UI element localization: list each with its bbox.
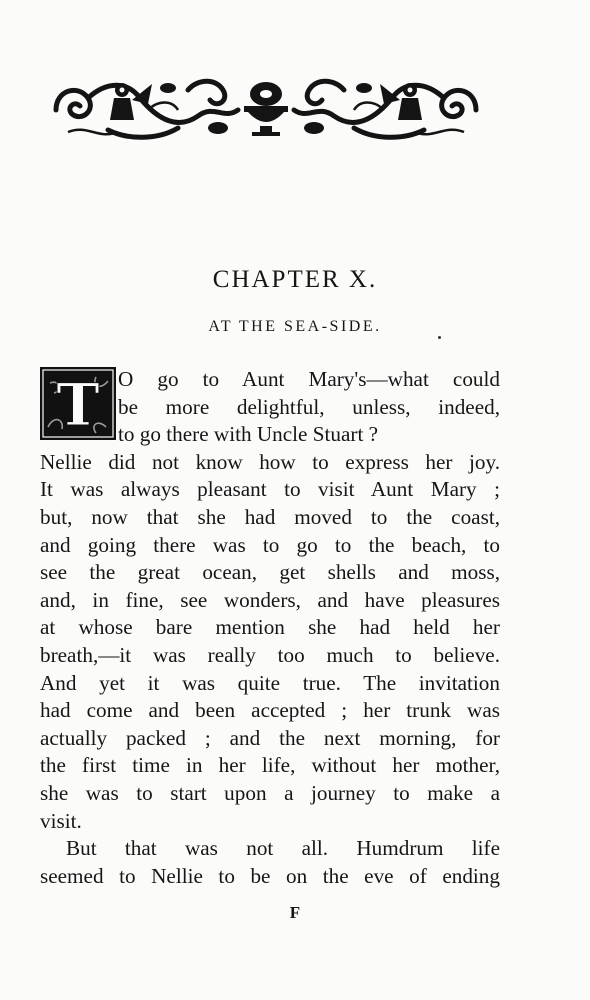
text-line: Nellie did not know how to express her joy.: [40, 449, 500, 474]
chapter-title: CHAPTER X.: [212, 266, 378, 293]
ink-speck: [438, 336, 441, 339]
text-line: actually packed ; and the next morning, for: [40, 725, 500, 750]
section-title: AT THE SEA-SIDE.: [208, 318, 382, 335]
text-line: seemed to Nellie to be on the eve of ending: [40, 863, 500, 888]
text-line: and going there was to go to the beach, to: [40, 532, 500, 557]
body-text: [40, 366, 500, 890]
text-line: O go to Aunt Mary's—what could: [118, 367, 500, 391]
ornamental-headpiece: [48, 70, 484, 148]
text-line: to go there with Uncle Stuart ?: [118, 422, 379, 447]
text-line: But that was not all. Humdrum life: [66, 836, 500, 861]
text-line: be more delightful, unless, indeed,: [118, 394, 500, 419]
signature-mark: F: [289, 903, 301, 922]
text-line: and, in fine, see wonders, and have pleasures: [40, 587, 500, 612]
text-line: It was always pleasant to visit Aunt Mary ;: [40, 477, 500, 502]
text-line: And yet it was quite true. The invitation: [40, 670, 500, 695]
text-line: visit.: [40, 808, 82, 833]
text-line: she was to start upon a journey to make a: [40, 780, 500, 805]
text-line: the first time in her life, without her mother,: [40, 753, 500, 778]
text-line: at whose bare mention she had held her: [40, 615, 500, 640]
text-line: breath,—it was really too much to believe.: [40, 642, 500, 667]
text-line: but, now that she had moved to the coast,: [40, 504, 500, 529]
text-line: see the great ocean, get shells and moss,: [40, 560, 500, 585]
text-line: had come and been accepted ; her trunk was: [40, 698, 500, 723]
drop-cap-letter: T: [56, 371, 100, 439]
